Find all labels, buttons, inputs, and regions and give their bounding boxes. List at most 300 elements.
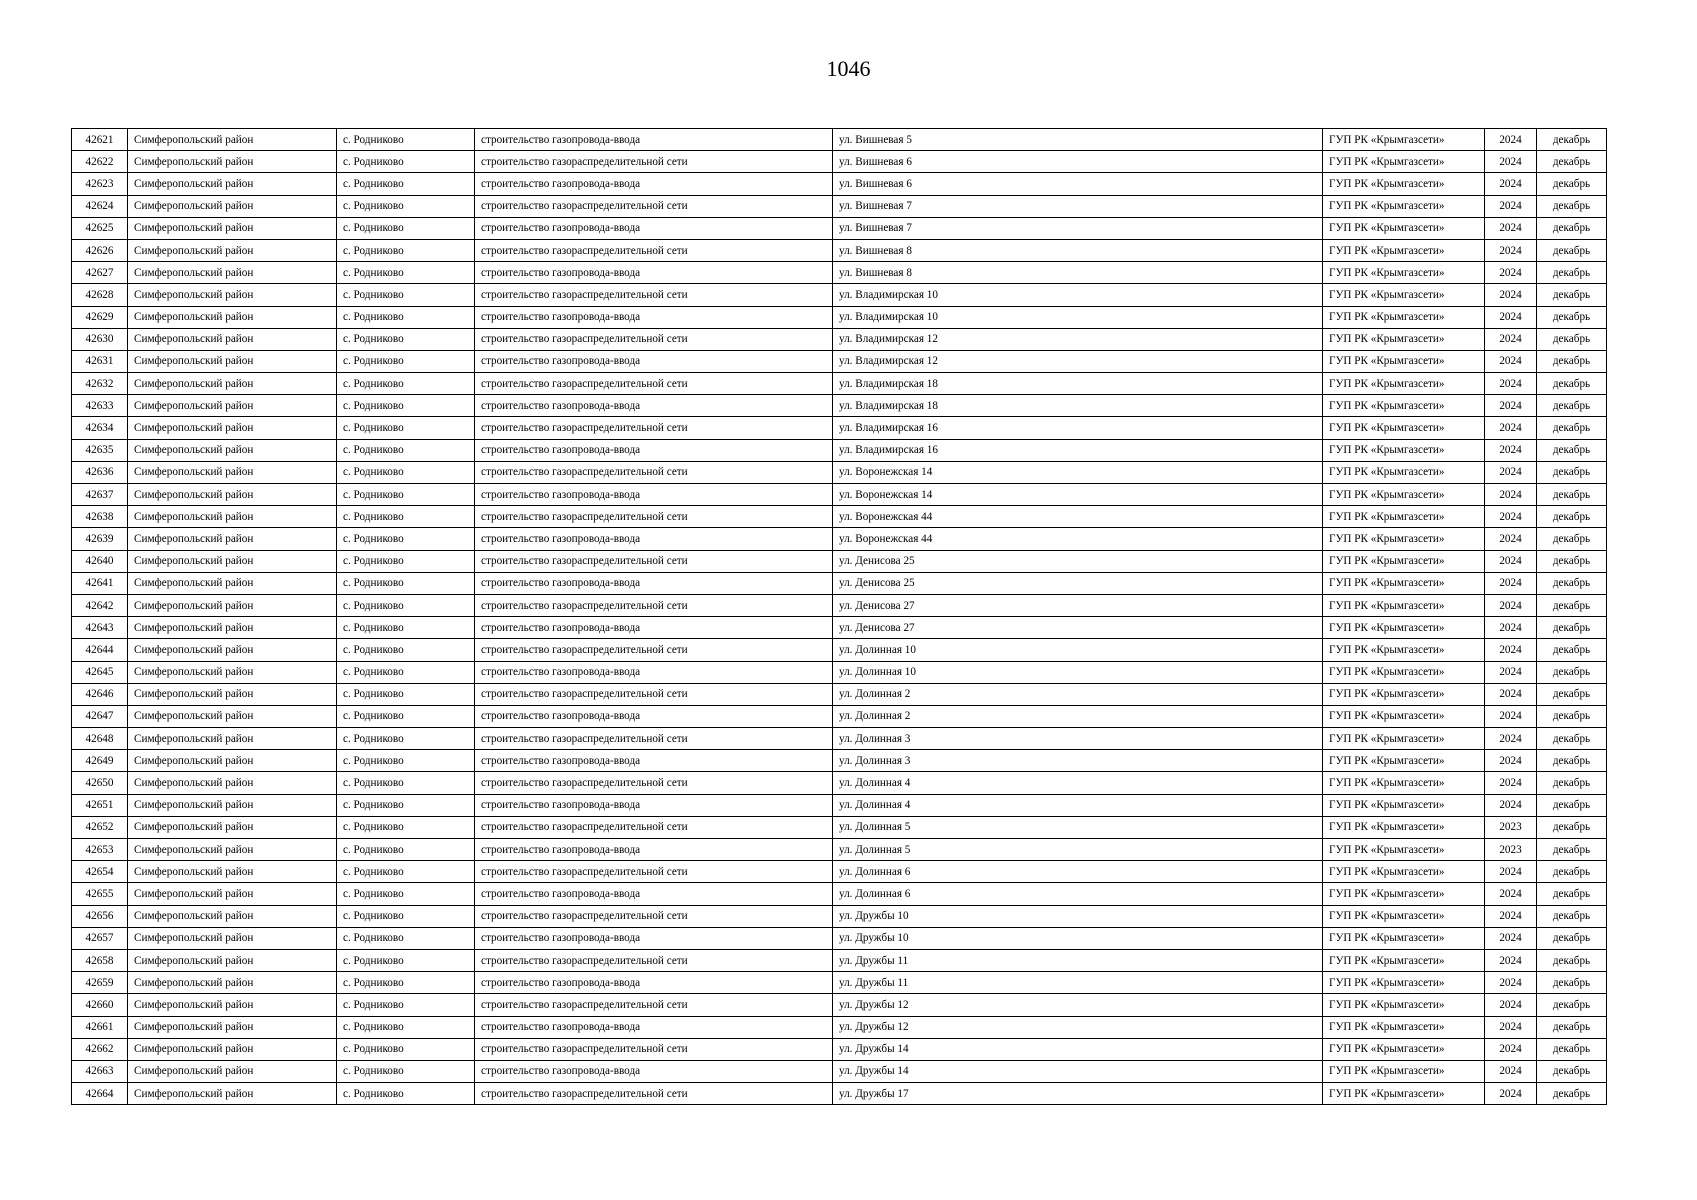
year-cell: 2024: [1485, 484, 1537, 506]
work-type-cell: строительство газопровода-ввода: [475, 217, 833, 239]
work-type-cell: строительство газопровода-ввода: [475, 439, 833, 461]
address-cell: ул. Владимирская 16: [833, 439, 1323, 461]
organization-cell: ГУП РК «Крымгазсети»: [1323, 1016, 1485, 1038]
organization-cell: ГУП РК «Крымгазсети»: [1323, 550, 1485, 572]
month-cell: декабрь: [1537, 728, 1607, 750]
table-row: [72, 461, 1607, 483]
table-row: [72, 617, 1607, 639]
work-type-cell: строительство газораспределительной сети: [475, 861, 833, 883]
settlement-cell: с. Родниково: [337, 461, 475, 483]
settlement-cell: с. Родниково: [337, 683, 475, 705]
row-number-cell: 42654: [72, 861, 128, 883]
settlement-cell: с. Родниково: [337, 350, 475, 372]
settlement-cell: с. Родниково: [337, 905, 475, 927]
table-row: [72, 217, 1607, 239]
district-cell: Симферопольский район: [128, 528, 337, 550]
table-row: [72, 439, 1607, 461]
row-number-cell: 42651: [72, 794, 128, 816]
row-number-cell: 42658: [72, 949, 128, 971]
organization-cell: ГУП РК «Крымгазсети»: [1323, 816, 1485, 838]
year-cell: 2024: [1485, 572, 1537, 594]
year-cell: 2024: [1485, 905, 1537, 927]
year-cell: 2024: [1485, 129, 1537, 151]
work-type-cell: строительство газопровода-ввода: [475, 927, 833, 949]
year-cell: 2024: [1485, 284, 1537, 306]
organization-cell: ГУП РК «Крымгазсети»: [1323, 217, 1485, 239]
work-type-cell: строительство газораспределительной сети: [475, 373, 833, 395]
organization-cell: ГУП РК «Крымгазсети»: [1323, 594, 1485, 616]
table-row: [72, 350, 1607, 372]
table-row: [72, 594, 1607, 616]
row-number-cell: 42646: [72, 683, 128, 705]
work-type-cell: строительство газопровода-ввода: [475, 705, 833, 727]
month-cell: декабрь: [1537, 306, 1607, 328]
address-cell: ул. Владимирская 18: [833, 373, 1323, 395]
district-cell: Симферопольский район: [128, 772, 337, 794]
district-cell: Симферопольский район: [128, 949, 337, 971]
table-row: [72, 306, 1607, 328]
work-type-cell: строительство газопровода-ввода: [475, 794, 833, 816]
year-cell: 2024: [1485, 772, 1537, 794]
month-cell: декабрь: [1537, 839, 1607, 861]
year-cell: 2024: [1485, 1060, 1537, 1082]
settlement-cell: с. Родниково: [337, 728, 475, 750]
page-number: 1046: [826, 56, 871, 81]
organization-cell: ГУП РК «Крымгазсети»: [1323, 705, 1485, 727]
district-cell: Симферопольский район: [128, 972, 337, 994]
work-type-cell: строительство газопровода-ввода: [475, 129, 833, 151]
row-number-cell: 42656: [72, 905, 128, 927]
settlement-cell: с. Родниково: [337, 1038, 475, 1060]
district-cell: Симферопольский район: [128, 794, 337, 816]
year-cell: 2024: [1485, 395, 1537, 417]
address-cell: ул. Вишневая 6: [833, 173, 1323, 195]
work-type-cell: строительство газораспределительной сети: [475, 284, 833, 306]
row-number-cell: 42659: [72, 972, 128, 994]
table-row: [72, 484, 1607, 506]
table-row: [72, 572, 1607, 594]
row-number-cell: 42633: [72, 395, 128, 417]
work-type-cell: строительство газораспределительной сети: [475, 1038, 833, 1060]
settlement-cell: с. Родниково: [337, 284, 475, 306]
table-row: [72, 1083, 1607, 1105]
address-cell: ул. Денисова 25: [833, 550, 1323, 572]
month-cell: декабрь: [1537, 661, 1607, 683]
work-type-cell: строительство газопровода-ввода: [475, 839, 833, 861]
district-cell: Симферопольский район: [128, 994, 337, 1016]
district-cell: Симферопольский район: [128, 728, 337, 750]
district-cell: Симферопольский район: [128, 484, 337, 506]
work-type-cell: строительство газораспределительной сети: [475, 994, 833, 1016]
organization-cell: ГУП РК «Крымгазсети»: [1323, 417, 1485, 439]
work-type-cell: строительство газопровода-ввода: [475, 350, 833, 372]
month-cell: декабрь: [1537, 994, 1607, 1016]
work-type-cell: строительство газопровода-ввода: [475, 173, 833, 195]
month-cell: декабрь: [1537, 239, 1607, 261]
row-number-cell: 42663: [72, 1060, 128, 1082]
month-cell: декабрь: [1537, 1016, 1607, 1038]
work-type-cell: строительство газораспределительной сети: [475, 506, 833, 528]
year-cell: 2024: [1485, 705, 1537, 727]
row-number-cell: 42638: [72, 506, 128, 528]
year-cell: 2024: [1485, 328, 1537, 350]
table-row: [72, 373, 1607, 395]
month-cell: декабрь: [1537, 550, 1607, 572]
settlement-cell: с. Родниково: [337, 594, 475, 616]
row-number-cell: 42664: [72, 1083, 128, 1105]
work-type-cell: строительство газопровода-ввода: [475, 1060, 833, 1082]
work-type-cell: строительство газопровода-ввода: [475, 484, 833, 506]
row-number-cell: 42632: [72, 373, 128, 395]
address-cell: ул. Вишневая 8: [833, 239, 1323, 261]
district-cell: Симферопольский район: [128, 927, 337, 949]
organization-cell: ГУП РК «Крымгазсети»: [1323, 972, 1485, 994]
address-cell: ул. Воронежская 14: [833, 461, 1323, 483]
organization-cell: ГУП РК «Крымгазсети»: [1323, 129, 1485, 151]
organization-cell: ГУП РК «Крымгазсети»: [1323, 173, 1485, 195]
month-cell: декабрь: [1537, 639, 1607, 661]
district-cell: Симферопольский район: [128, 594, 337, 616]
address-cell: ул. Долинная 2: [833, 683, 1323, 705]
row-number-cell: 42640: [72, 550, 128, 572]
work-type-cell: строительство газораспределительной сети: [475, 461, 833, 483]
district-cell: Симферопольский район: [128, 861, 337, 883]
year-cell: 2024: [1485, 728, 1537, 750]
month-cell: декабрь: [1537, 195, 1607, 217]
district-cell: Симферопольский район: [128, 195, 337, 217]
address-cell: ул. Владимирская 12: [833, 350, 1323, 372]
settlement-cell: с. Родниково: [337, 617, 475, 639]
district-cell: Симферопольский район: [128, 816, 337, 838]
organization-cell: ГУП РК «Крымгазсети»: [1323, 1060, 1485, 1082]
address-cell: ул. Дружбы 10: [833, 905, 1323, 927]
organization-cell: ГУП РК «Крымгазсети»: [1323, 528, 1485, 550]
year-cell: 2024: [1485, 861, 1537, 883]
year-cell: 2024: [1485, 949, 1537, 971]
month-cell: декабрь: [1537, 439, 1607, 461]
settlement-cell: с. Родниково: [337, 484, 475, 506]
organization-cell: ГУП РК «Крымгазсети»: [1323, 373, 1485, 395]
settlement-cell: с. Родниково: [337, 839, 475, 861]
table-row: [72, 395, 1607, 417]
district-cell: Симферопольский район: [128, 350, 337, 372]
settlement-cell: с. Родниково: [337, 217, 475, 239]
month-cell: декабрь: [1537, 173, 1607, 195]
month-cell: декабрь: [1537, 506, 1607, 528]
organization-cell: ГУП РК «Крымгазсети»: [1323, 639, 1485, 661]
month-cell: декабрь: [1537, 861, 1607, 883]
organization-cell: ГУП РК «Крымгазсети»: [1323, 262, 1485, 284]
district-cell: Симферопольский район: [128, 217, 337, 239]
table-row: [72, 861, 1607, 883]
month-cell: декабрь: [1537, 572, 1607, 594]
district-cell: Симферопольский район: [128, 417, 337, 439]
table-row: [72, 1060, 1607, 1082]
month-cell: декабрь: [1537, 705, 1607, 727]
year-cell: 2024: [1485, 461, 1537, 483]
row-number-cell: 42621: [72, 129, 128, 151]
address-cell: ул. Дружбы 11: [833, 972, 1323, 994]
table-row: [72, 129, 1607, 151]
organization-cell: ГУП РК «Крымгазсети»: [1323, 572, 1485, 594]
year-cell: 2024: [1485, 617, 1537, 639]
address-cell: ул. Долинная 2: [833, 705, 1323, 727]
table-row: [72, 927, 1607, 949]
address-cell: ул. Дружбы 12: [833, 994, 1323, 1016]
address-cell: ул. Владимирская 12: [833, 328, 1323, 350]
address-cell: ул. Дружбы 12: [833, 1016, 1323, 1038]
table-row: [72, 195, 1607, 217]
month-cell: декабрь: [1537, 683, 1607, 705]
month-cell: декабрь: [1537, 528, 1607, 550]
table-row: [72, 639, 1607, 661]
district-cell: Симферопольский район: [128, 262, 337, 284]
row-number-cell: 42631: [72, 350, 128, 372]
table-row: [72, 1038, 1607, 1060]
work-type-cell: строительство газораспределительной сети: [475, 195, 833, 217]
year-cell: 2024: [1485, 262, 1537, 284]
district-cell: Симферопольский район: [128, 883, 337, 905]
table-row: [72, 506, 1607, 528]
district-cell: Симферопольский район: [128, 550, 337, 572]
work-type-cell: строительство газораспределительной сети: [475, 1083, 833, 1105]
year-cell: 2024: [1485, 794, 1537, 816]
address-cell: ул. Вишневая 6: [833, 151, 1323, 173]
district-cell: Симферопольский район: [128, 1060, 337, 1082]
table-row: [72, 994, 1607, 1016]
address-cell: ул. Долинная 10: [833, 639, 1323, 661]
work-type-cell: строительство газопровода-ввода: [475, 262, 833, 284]
row-number-cell: 42657: [72, 927, 128, 949]
district-cell: Симферопольский район: [128, 1083, 337, 1105]
work-type-cell: строительство газораспределительной сети: [475, 949, 833, 971]
month-cell: декабрь: [1537, 1083, 1607, 1105]
address-cell: ул. Долинная 6: [833, 861, 1323, 883]
district-cell: Симферопольский район: [128, 151, 337, 173]
address-cell: ул. Долинная 10: [833, 661, 1323, 683]
row-number-cell: 42626: [72, 239, 128, 261]
row-number-cell: 42642: [72, 594, 128, 616]
district-cell: Симферопольский район: [128, 572, 337, 594]
district-cell: Симферопольский район: [128, 617, 337, 639]
table-row: [72, 816, 1607, 838]
settlement-cell: с. Родниково: [337, 772, 475, 794]
organization-cell: ГУП РК «Крымгазсети»: [1323, 306, 1485, 328]
month-cell: декабрь: [1537, 949, 1607, 971]
address-cell: ул. Дружбы 17: [833, 1083, 1323, 1105]
month-cell: декабрь: [1537, 1060, 1607, 1082]
month-cell: декабрь: [1537, 217, 1607, 239]
table-row: [72, 705, 1607, 727]
year-cell: 2024: [1485, 195, 1537, 217]
work-type-cell: строительство газопровода-ввода: [475, 572, 833, 594]
settlement-cell: с. Родниково: [337, 373, 475, 395]
organization-cell: ГУП РК «Крымгазсети»: [1323, 617, 1485, 639]
work-type-cell: строительство газораспределительной сети: [475, 550, 833, 572]
settlement-cell: с. Родниково: [337, 306, 475, 328]
month-cell: декабрь: [1537, 284, 1607, 306]
settlement-cell: с. Родниково: [337, 1060, 475, 1082]
address-cell: ул. Воронежская 44: [833, 506, 1323, 528]
year-cell: 2024: [1485, 528, 1537, 550]
address-cell: ул. Вишневая 5: [833, 129, 1323, 151]
work-type-cell: строительство газопровода-ввода: [475, 972, 833, 994]
address-cell: ул. Долинная 5: [833, 839, 1323, 861]
year-cell: 2024: [1485, 373, 1537, 395]
address-cell: ул. Долинная 3: [833, 750, 1323, 772]
address-cell: ул. Долинная 5: [833, 816, 1323, 838]
address-cell: ул. Дружбы 10: [833, 927, 1323, 949]
work-type-cell: строительство газопровода-ввода: [475, 617, 833, 639]
month-cell: декабрь: [1537, 484, 1607, 506]
work-type-cell: строительство газораспределительной сети: [475, 417, 833, 439]
address-cell: ул. Денисова 25: [833, 572, 1323, 594]
table-row: [72, 949, 1607, 971]
settlement-cell: с. Родниково: [337, 572, 475, 594]
year-cell: 2023: [1485, 816, 1537, 838]
month-cell: декабрь: [1537, 905, 1607, 927]
year-cell: 2024: [1485, 439, 1537, 461]
settlement-cell: с. Родниково: [337, 395, 475, 417]
district-cell: Симферопольский район: [128, 395, 337, 417]
district-cell: Симферопольский район: [128, 439, 337, 461]
year-cell: 2023: [1485, 839, 1537, 861]
work-type-cell: строительство газопровода-ввода: [475, 661, 833, 683]
work-type-cell: строительство газопровода-ввода: [475, 528, 833, 550]
table-row: [72, 661, 1607, 683]
month-cell: декабрь: [1537, 151, 1607, 173]
month-cell: декабрь: [1537, 373, 1607, 395]
organization-cell: ГУП РК «Крымгазсети»: [1323, 239, 1485, 261]
table-row: [72, 772, 1607, 794]
row-number-cell: 42629: [72, 306, 128, 328]
year-cell: 2024: [1485, 239, 1537, 261]
year-cell: 2024: [1485, 683, 1537, 705]
row-number-cell: 42639: [72, 528, 128, 550]
settlement-cell: с. Родниково: [337, 861, 475, 883]
row-number-cell: 42637: [72, 484, 128, 506]
row-number-cell: 42650: [72, 772, 128, 794]
year-cell: 2024: [1485, 927, 1537, 949]
district-cell: Симферопольский район: [128, 306, 337, 328]
table-row: [72, 417, 1607, 439]
row-number-cell: 42653: [72, 839, 128, 861]
work-type-cell: строительство газораспределительной сети: [475, 328, 833, 350]
district-cell: Симферопольский район: [128, 284, 337, 306]
settlement-cell: с. Родниково: [337, 949, 475, 971]
settlement-cell: с. Родниково: [337, 1016, 475, 1038]
address-cell: ул. Долинная 4: [833, 794, 1323, 816]
district-cell: Симферопольский район: [128, 839, 337, 861]
year-cell: 2024: [1485, 639, 1537, 661]
organization-cell: ГУП РК «Крымгазсети»: [1323, 861, 1485, 883]
year-cell: 2024: [1485, 1083, 1537, 1105]
table-row: [72, 328, 1607, 350]
month-cell: декабрь: [1537, 461, 1607, 483]
work-type-cell: строительство газопровода-ввода: [475, 1016, 833, 1038]
month-cell: декабрь: [1537, 617, 1607, 639]
month-cell: декабрь: [1537, 972, 1607, 994]
table-row: [72, 262, 1607, 284]
organization-cell: ГУП РК «Крымгазсети»: [1323, 750, 1485, 772]
organization-cell: ГУП РК «Крымгазсети»: [1323, 661, 1485, 683]
address-cell: ул. Денисова 27: [833, 617, 1323, 639]
district-cell: Симферопольский район: [128, 1038, 337, 1060]
address-cell: ул. Воронежская 44: [833, 528, 1323, 550]
work-type-cell: строительство газопровода-ввода: [475, 883, 833, 905]
district-cell: Симферопольский район: [128, 173, 337, 195]
settlement-cell: с. Родниково: [337, 439, 475, 461]
district-cell: Симферопольский район: [128, 683, 337, 705]
settlement-cell: с. Родниково: [337, 328, 475, 350]
organization-cell: ГУП РК «Крымгазсети»: [1323, 883, 1485, 905]
address-cell: ул. Владимирская 18: [833, 395, 1323, 417]
row-number-cell: 42643: [72, 617, 128, 639]
organization-cell: ГУП РК «Крымгазсети»: [1323, 1038, 1485, 1060]
row-number-cell: 42625: [72, 217, 128, 239]
settlement-cell: с. Родниково: [337, 129, 475, 151]
address-cell: ул. Дружбы 11: [833, 949, 1323, 971]
organization-cell: ГУП РК «Крымгазсети»: [1323, 927, 1485, 949]
year-cell: 2024: [1485, 550, 1537, 572]
year-cell: 2024: [1485, 661, 1537, 683]
row-number-cell: 42627: [72, 262, 128, 284]
row-number-cell: 42652: [72, 816, 128, 838]
organization-cell: ГУП РК «Крымгазсети»: [1323, 949, 1485, 971]
district-cell: Симферопольский район: [128, 328, 337, 350]
district-cell: Симферопольский район: [128, 461, 337, 483]
month-cell: декабрь: [1537, 794, 1607, 816]
month-cell: декабрь: [1537, 1038, 1607, 1060]
table-row: [72, 151, 1607, 173]
settlement-cell: с. Родниково: [337, 528, 475, 550]
address-cell: ул. Вишневая 8: [833, 262, 1323, 284]
organization-cell: ГУП РК «Крымгазсети»: [1323, 484, 1485, 506]
district-cell: Симферопольский район: [128, 750, 337, 772]
settlement-cell: с. Родниково: [337, 1083, 475, 1105]
work-type-cell: строительство газораспределительной сети: [475, 905, 833, 927]
year-cell: 2024: [1485, 151, 1537, 173]
settlement-cell: с. Родниково: [337, 173, 475, 195]
row-number-cell: 42648: [72, 728, 128, 750]
organization-cell: ГУП РК «Крымгазсети»: [1323, 395, 1485, 417]
row-number-cell: 42644: [72, 639, 128, 661]
row-number-cell: 42635: [72, 439, 128, 461]
row-number-cell: 42634: [72, 417, 128, 439]
organization-cell: ГУП РК «Крымгазсети»: [1323, 839, 1485, 861]
organization-cell: ГУП РК «Крымгазсети»: [1323, 905, 1485, 927]
year-cell: 2024: [1485, 306, 1537, 328]
year-cell: 2024: [1485, 417, 1537, 439]
organization-cell: ГУП РК «Крымгазсети»: [1323, 1083, 1485, 1105]
district-cell: Симферопольский район: [128, 661, 337, 683]
table-row: [72, 728, 1607, 750]
settlement-cell: с. Родниково: [337, 972, 475, 994]
work-type-cell: строительство газораспределительной сети: [475, 816, 833, 838]
year-cell: 2024: [1485, 594, 1537, 616]
month-cell: декабрь: [1537, 594, 1607, 616]
organization-cell: ГУП РК «Крымгазсети»: [1323, 994, 1485, 1016]
table-row: [72, 683, 1607, 705]
settlement-cell: с. Родниково: [337, 994, 475, 1016]
row-number-cell: 42647: [72, 705, 128, 727]
row-number-cell: 42623: [72, 173, 128, 195]
organization-cell: ГУП РК «Крымгазсети»: [1323, 794, 1485, 816]
organization-cell: ГУП РК «Крымгазсети»: [1323, 439, 1485, 461]
work-type-cell: строительство газораспределительной сети: [475, 639, 833, 661]
table-row: [72, 972, 1607, 994]
organization-cell: ГУП РК «Крымгазсети»: [1323, 461, 1485, 483]
